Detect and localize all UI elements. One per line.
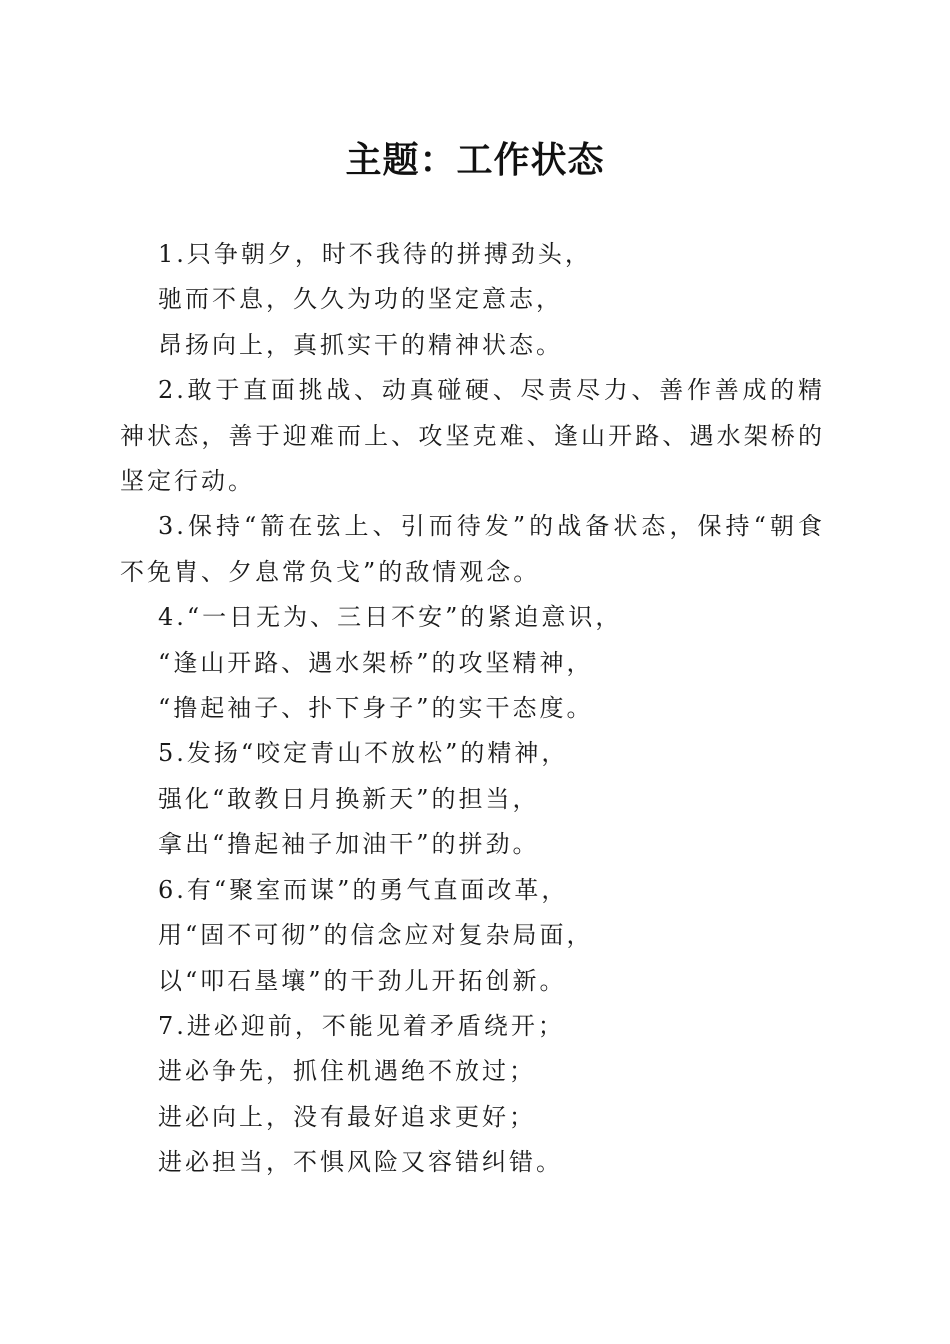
item-4-line-2: “逢山开路、遇水架桥”的攻坚精神， <box>158 648 594 677</box>
item-5-line-3: 拿出“撸起袖子加油干”的拼劲。 <box>158 830 540 859</box>
item-7-line-1: 7.进必迎前，不能见着矛盾绕开； <box>158 1011 565 1040</box>
item-6-line-1: 6.有“聚室而谋”的勇气直面改革， <box>158 875 569 904</box>
item-4-line-1: 4.“一日无为、三日不安”的紧迫意识， <box>158 603 623 632</box>
item-1-line-1: 1.只争朝夕，时不我待的拼搏劲头， <box>158 240 592 268</box>
item-7-line-4: 进必担当，不惧风险又容错纠错。 <box>158 1148 563 1177</box>
item-3-paragraph: 3.保持“箭在弦上、引而待发”的战备状态，保持“朝食不免胄、夕息常负戈”的敌情观念。 <box>120 512 825 586</box>
item-1-line-2: 驰而不息，久久为功的坚定意志， <box>158 285 563 314</box>
item-5-line-1: 5.发扬“咬定青山不放松”的精神， <box>158 739 569 768</box>
item-6-line-2: 用“固不可彻”的信念应对复杂局面， <box>158 921 594 950</box>
item-6-line-3: 以“叩石垦壤”的干劲儿开拓创新。 <box>158 966 567 995</box>
item-2-paragraph: 2.敢于直面挑战、动真碰硬、尽责尽力、善作善成的精神状态，善于迎难而上、攻坚克难、逢山开路、遇水架桥的坚定行动。 <box>120 376 825 496</box>
item-7-line-2: 进必争先，抓住机遇绝不放过； <box>158 1057 536 1086</box>
document-body <box>120 232 825 1186</box>
document-title: 主题：工作状态 <box>345 139 605 181</box>
item-5-line-2: 强化“敢教日月换新天”的担当， <box>158 784 540 813</box>
item-7-line-3: 进必向上，没有最好追求更好； <box>158 1102 536 1131</box>
item-1-line-3: 昂扬向上，真抓实干的精神状态。 <box>158 330 563 359</box>
item-4-line-3: “撸起袖子、扑下身子”的实干态度。 <box>158 694 594 723</box>
